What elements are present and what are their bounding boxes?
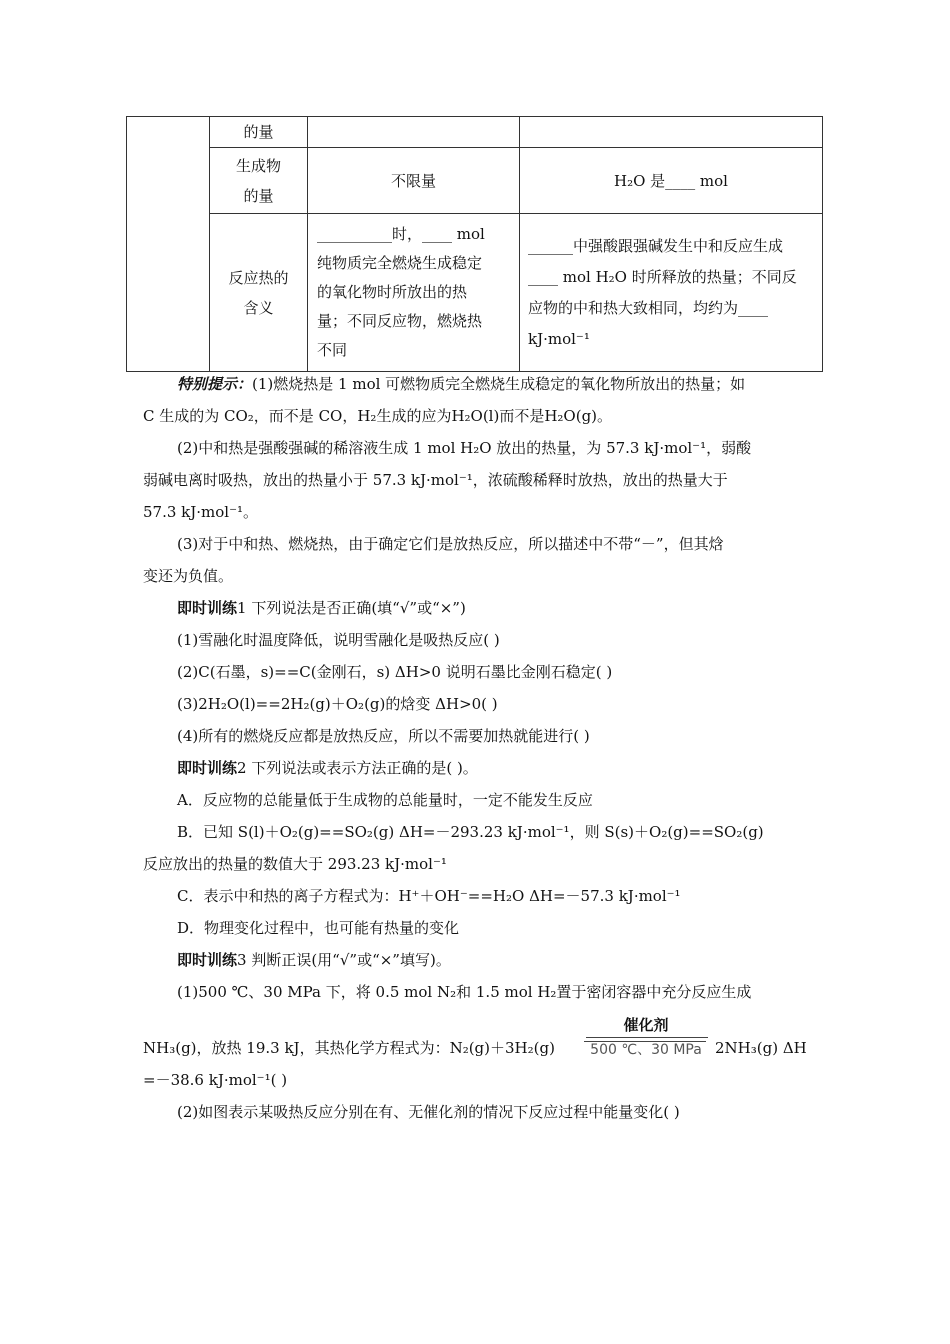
note-3-line-b: 变还为负值。 (143, 567, 234, 585)
exercise-2-option-d: D．物理变化过程中，也可能有热量的变化 (177, 919, 460, 937)
exercise-1-title: 即时训练1 下列说法是否正确(填“√”或“×”) (177, 599, 466, 617)
exercise-3-q1-line-2-left: NH₃(g)，放热 19.3 kJ，其热化学方程式为：N₂(g)＋3H₂(g) (143, 1039, 555, 1057)
note-1-line-a: 特别提示：(1)燃烧热是 1 mol 可燃物质完全燃烧生成稳定的氧化物所放出的热量；如 (177, 375, 746, 393)
combustion-amount-cell (308, 117, 520, 148)
exercise-2-title: 即时训练2 下列说法或表示方法正确的是( )。 (177, 759, 478, 777)
exercise-3-q1-line-2-right: 2NH₃(g) ΔH (715, 1039, 807, 1057)
note-3-line-a: (3)对于中和热、燃烧热，由于确定它们是放热反应，所以描述中不带“－”，但其焓 (177, 535, 724, 553)
exercise-3-q1-line-3: =－38.6 kJ·mol⁻¹( ) (143, 1071, 288, 1089)
exercise-2-option-c: C．表示中和热的离子方程式为：H⁺＋OH⁻==H₂O ΔH=－57.3 kJ·mol⁻¹ (177, 887, 681, 905)
exercise-2-option-b-line-2: 反应放出的热量的数值大于 293.23 kJ·mol⁻¹ (143, 855, 447, 873)
combustion-meaning-cell: __________时，____ mol 纯物质完全燃烧生成稳定 的氧化物时所放出的热 量；不同反应物，燃烧热 不同 (308, 214, 520, 372)
exercise-3-q2: (2)如图表示某吸热反应分别在有、无催化剂的情况下反应过程中能量变化( ) (177, 1103, 680, 1121)
catalyst-label: 催化剂 (623, 1016, 669, 1034)
forward-arrow (586, 1037, 708, 1038)
combustion-product-cell: 不限量 (308, 148, 520, 214)
neutralization-product-cell: H₂O 是____ mol (520, 148, 823, 214)
note-2-line-b: 弱碱电离时吸热，放出的热量小于 57.3 kJ·mol⁻¹，浓硫酸稀释时放热，放出的热量大于 (143, 471, 728, 489)
conditions-label: 500 ℃、30 MPa (590, 1042, 702, 1058)
reversible-arrow-conditions (580, 1014, 712, 1058)
exercise-2-option-a: A．反应物的总能量低于生成物的总能量时，一定不能发生反应 (177, 791, 593, 809)
neutralization-meaning-cell: ______中强酸跟强碱发生中和反应生成 ____ mol H₂O 时所释放的热量；不同反 应物的中和热大致相同，均约为____ kJ·mol⁻¹ (520, 214, 823, 372)
note-1-line-b: C 生成的为 CO₂，而不是 CO，H₂生成的应为H₂O(l)而不是H₂O(g)。 (143, 407, 613, 425)
exercise-3-title: 即时训练3 判断正误(用“√”或“×”填写)。 (177, 951, 451, 969)
exercise-2-option-b-line-1: B．已知 S(l)＋O₂(g)==SO₂(g) ΔH=－293.23 kJ·mol⁻¹，则 S(s)＋O₂(g)==SO₂(g) (177, 823, 764, 841)
row-label-amount: 的量 (210, 117, 308, 148)
note-2-line-a: (2)中和热是强酸强碱的稀溶液生成 1 mol H₂O 放出的热量，为 57.3 kJ·mol⁻¹，弱酸 (177, 439, 752, 457)
table-blank-cell (127, 117, 210, 372)
note-2-line-c: 57.3 kJ·mol⁻¹。 (143, 503, 259, 521)
row-label-product: 生成物 的量 (210, 148, 308, 214)
exercise-1-q3: (3)2H₂O(l)==2H₂(g)＋O₂(g)的焓变 ΔH>0( ) (177, 695, 498, 713)
exercise-3-q1-line-1: (1)500 ℃、30 MPa 下，将 0.5 mol N₂和 1.5 mol H₂置于密闭容器中充分反应生成 (177, 983, 752, 1001)
exercise-1-q4: (4)所有的燃烧反应都是放热反应，所以不需要加热就能进行( ) (177, 727, 590, 745)
neutralization-amount-cell (520, 117, 823, 148)
comparison-table (126, 116, 823, 372)
exercise-1-q2: (2)C(石墨，s)==C(金刚石，s) ΔH>0 说明石墨比金刚石稳定( ) (177, 663, 613, 681)
row-label-meaning: 反应热的 含义 (210, 214, 308, 372)
exercise-1-q1: (1)雪融化时温度降低，说明雪融化是吸热反应( ) (177, 631, 500, 649)
